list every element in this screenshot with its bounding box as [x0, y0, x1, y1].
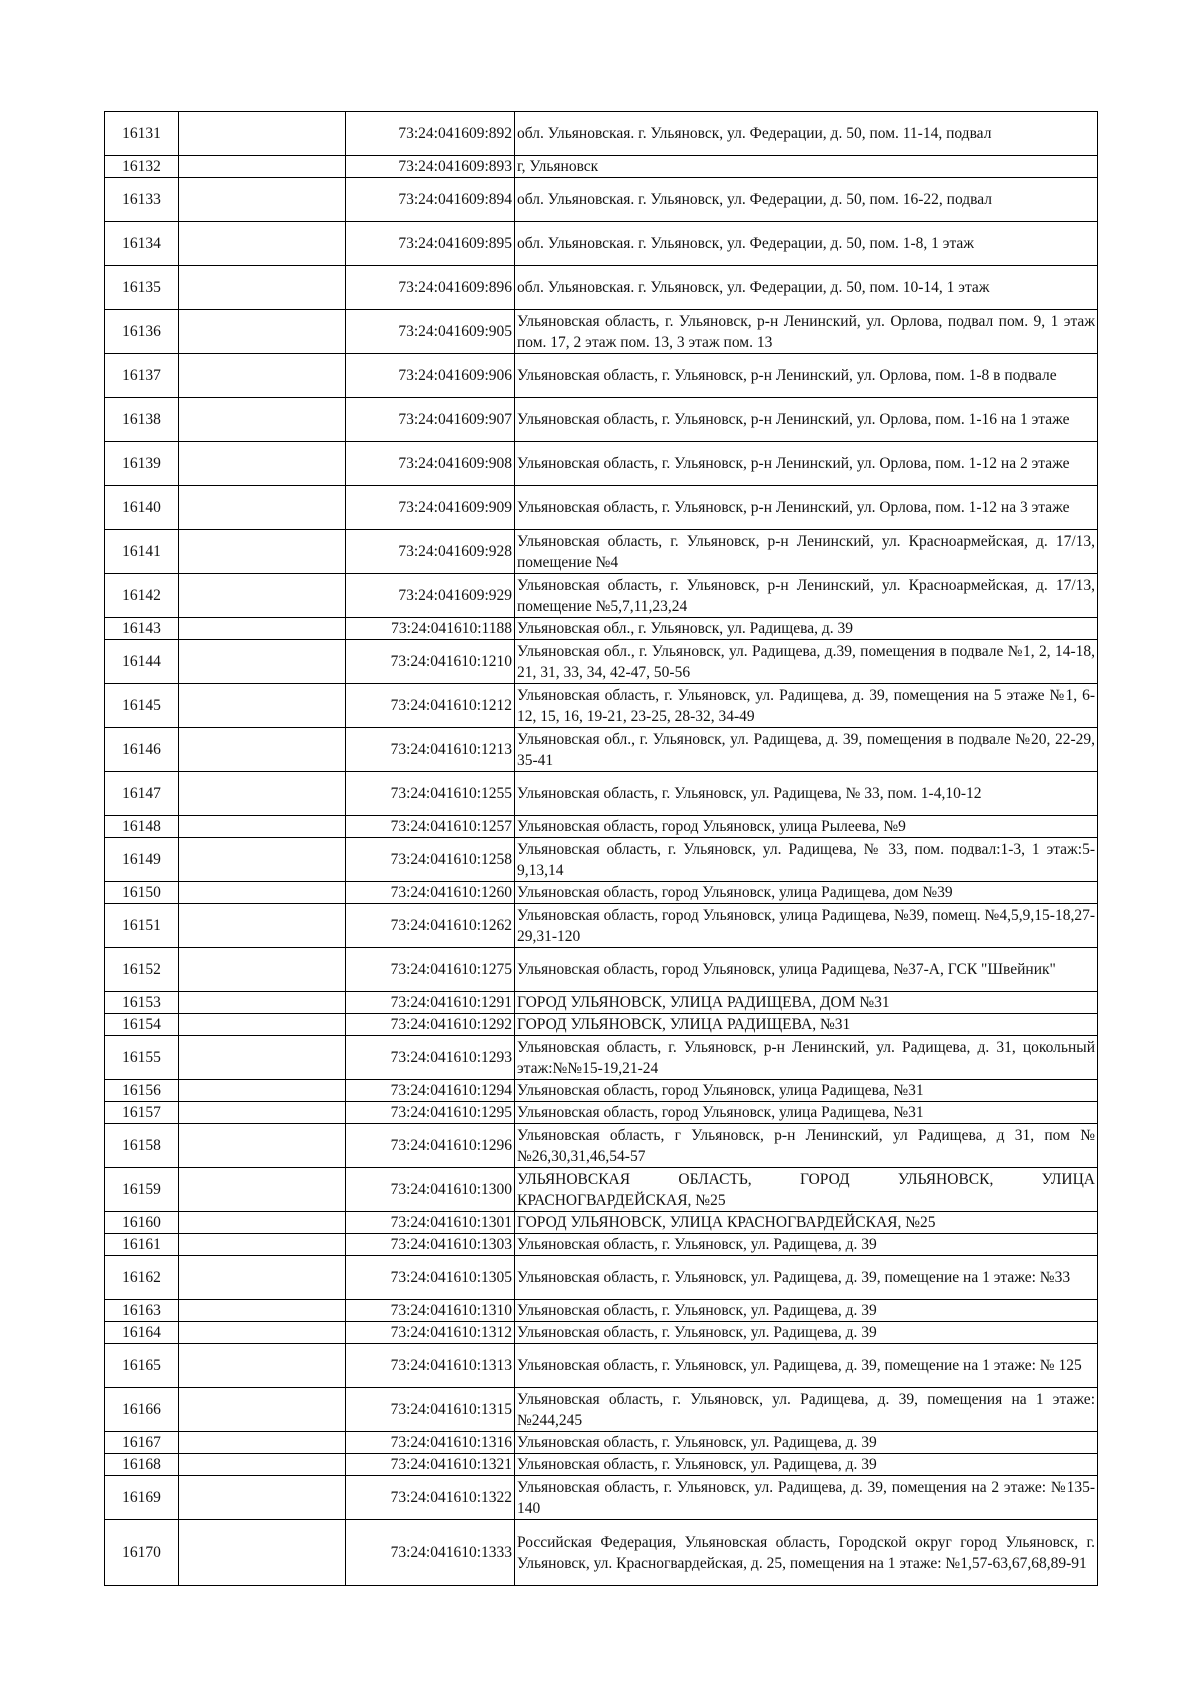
address-cell: Ульяновская область, г. Ульяновск, р-н Ленинский, ул. Орлова, пом. 1-8 в подвале — [515, 354, 1098, 398]
address-cell: ГОРОД УЛЬЯНОВСК, УЛИЦА РАДИЩЕВА, ДОМ №31 — [515, 992, 1098, 1014]
address-cell: Ульяновская область, г. Ульяновск, ул. Радищева, № 33, пом. подвал:1-3, 1 этаж:5-9,13,14 — [515, 838, 1098, 882]
empty-cell — [179, 882, 346, 904]
row-number-cell: 16161 — [105, 1234, 179, 1256]
address-cell: Ульяновская область, г. Ульяновск, ул. Радищева, д. 39 — [515, 1234, 1098, 1256]
row-number-cell: 16170 — [105, 1520, 179, 1586]
table-row — [105, 222, 1098, 266]
table-row — [105, 486, 1098, 530]
empty-cell — [179, 178, 346, 222]
row-number-cell: 16153 — [105, 992, 179, 1014]
empty-cell — [179, 486, 346, 530]
row-number-cell: 16157 — [105, 1102, 179, 1124]
cadastral-number-cell: 73:24:041610:1291 — [346, 992, 515, 1014]
empty-cell — [179, 838, 346, 882]
table-row — [105, 1476, 1098, 1520]
table-row — [105, 1102, 1098, 1124]
row-number-cell: 16149 — [105, 838, 179, 882]
row-number-cell: 16155 — [105, 1036, 179, 1080]
row-number-cell: 16164 — [105, 1322, 179, 1344]
table-row — [105, 1014, 1098, 1036]
address-cell: Ульяновская область, город Ульяновск, улица Рылеева, №9 — [515, 816, 1098, 838]
address-cell: Ульяновская область, город Ульяновск, улица Радищева, №31 — [515, 1102, 1098, 1124]
cadastral-number-cell: 73:24:041609:909 — [346, 486, 515, 530]
cadastral-number-cell: 73:24:041610:1333 — [346, 1520, 515, 1586]
address-cell: Ульяновская область, г. Ульяновск, ул. Радищева, д. 39 — [515, 1322, 1098, 1344]
address-cell: обл. Ульяновская. г. Ульяновск, ул. Федерации, д. 50, пом. 11-14, подвал — [515, 112, 1098, 156]
table-row — [105, 354, 1098, 398]
cadastral-number-cell: 73:24:041610:1315 — [346, 1388, 515, 1432]
row-number-cell: 16162 — [105, 1256, 179, 1300]
cadastral-number-cell: 73:24:041609:906 — [346, 354, 515, 398]
table-row — [105, 442, 1098, 486]
empty-cell — [179, 574, 346, 618]
row-number-cell: 16139 — [105, 442, 179, 486]
table-row — [105, 838, 1098, 882]
cadastral-number-cell: 73:24:041609:928 — [346, 530, 515, 574]
empty-cell — [179, 1300, 346, 1322]
address-cell: Ульяновская область, г. Ульяновск, р-н Ленинский, ул. Орлова, пом. 1-16 на 1 этаже — [515, 398, 1098, 442]
row-number-cell: 16167 — [105, 1432, 179, 1454]
row-number-cell: 16151 — [105, 904, 179, 948]
empty-cell — [179, 1102, 346, 1124]
registry-table — [104, 111, 1098, 1586]
cadastral-number-cell: 73:24:041610:1316 — [346, 1432, 515, 1454]
table-row — [105, 530, 1098, 574]
table-row — [105, 728, 1098, 772]
cadastral-number-cell: 73:24:041609:893 — [346, 156, 515, 178]
cadastral-number-cell: 73:24:041610:1294 — [346, 1080, 515, 1102]
table-row — [105, 1080, 1098, 1102]
empty-cell — [179, 772, 346, 816]
empty-cell — [179, 266, 346, 310]
address-cell: Ульяновская область, город Ульяновск, улица Радищева, №39, помещ. №4,5,9,15-18,27-29,31-120 — [515, 904, 1098, 948]
table-row — [105, 904, 1098, 948]
table-row — [105, 1388, 1098, 1432]
address-cell: Ульяновская область, г. Ульяновск, ул. Радищева, № 33, пом. 1-4,10-12 — [515, 772, 1098, 816]
address-cell: Ульяновская область, г. Ульяновск, р-н Ленинский, ул. Красноармейская, д. 17/13, помещение №4 — [515, 530, 1098, 574]
table-row — [105, 1234, 1098, 1256]
address-cell: Ульяновская область, город Ульяновск, улица Радищева, дом №39 — [515, 882, 1098, 904]
table-row — [105, 1520, 1098, 1586]
cadastral-number-cell: 73:24:041609:929 — [346, 574, 515, 618]
cadastral-number-cell: 73:24:041610:1301 — [346, 1212, 515, 1234]
cadastral-number-cell: 73:24:041610:1295 — [346, 1102, 515, 1124]
cadastral-number-cell: 73:24:041610:1260 — [346, 882, 515, 904]
cadastral-number-cell: 73:24:041609:895 — [346, 222, 515, 266]
row-number-cell: 16146 — [105, 728, 179, 772]
table-row — [105, 640, 1098, 684]
address-cell: обл. Ульяновская. г. Ульяновск, ул. Федерации, д. 50, пом. 10-14, 1 этаж — [515, 266, 1098, 310]
empty-cell — [179, 1124, 346, 1168]
empty-cell — [179, 354, 346, 398]
row-number-cell: 16166 — [105, 1388, 179, 1432]
table-row — [105, 398, 1098, 442]
cadastral-number-cell: 73:24:041609:908 — [346, 442, 515, 486]
table-row — [105, 574, 1098, 618]
cadastral-number-cell: 73:24:041610:1258 — [346, 838, 515, 882]
row-number-cell: 16148 — [105, 816, 179, 838]
empty-cell — [179, 948, 346, 992]
row-number-cell: 16163 — [105, 1300, 179, 1322]
empty-cell — [179, 1036, 346, 1080]
empty-cell — [179, 1476, 346, 1520]
row-number-cell: 16156 — [105, 1080, 179, 1102]
address-cell: Ульяновская обл., г. Ульяновск, ул. Радищева, д.39, помещения в подвале №1, 2, 14-18, 21, 31, 33, 34, 42-47, 50-56 — [515, 640, 1098, 684]
cadastral-number-cell: 73:24:041610:1322 — [346, 1476, 515, 1520]
empty-cell — [179, 992, 346, 1014]
row-number-cell: 16158 — [105, 1124, 179, 1168]
address-cell: Ульяновская обл., г. Ульяновск, ул. Радищева, д. 39 — [515, 618, 1098, 640]
cadastral-number-cell: 73:24:041609:905 — [346, 310, 515, 354]
empty-cell — [179, 1388, 346, 1432]
address-cell: Ульяновская область, г. Ульяновск, ул. Радищева, д. 39 — [515, 1300, 1098, 1322]
row-number-cell: 16143 — [105, 618, 179, 640]
address-cell: Ульяновская область, г. Ульяновск, ул. Радищева, д. 39, помещения на 1 этаже: №244,245 — [515, 1388, 1098, 1432]
address-cell: Российская Федерация, Ульяновская область, Городской округ город Ульяновск, г. Ульяновск, ул. Красногвардейская, д. 25, помещения на 1 этаже: №1,57-63,67,68,89-91 — [515, 1520, 1098, 1586]
table-row — [105, 618, 1098, 640]
table-row — [105, 1300, 1098, 1322]
cadastral-number-cell: 73:24:041610:1213 — [346, 728, 515, 772]
table-row — [105, 112, 1098, 156]
empty-cell — [179, 1234, 346, 1256]
registry-table-body — [105, 112, 1098, 1586]
cadastral-number-cell: 73:24:041610:1262 — [346, 904, 515, 948]
row-number-cell: 16135 — [105, 266, 179, 310]
empty-cell — [179, 1454, 346, 1476]
table-row — [105, 992, 1098, 1014]
table-row — [105, 310, 1098, 354]
address-cell: Ульяновская обл., г. Ульяновск, ул. Радищева, д. 39, помещения в подвале №20, 22-29, 35-41 — [515, 728, 1098, 772]
table-row — [105, 1344, 1098, 1388]
cadastral-number-cell: 73:24:041609:907 — [346, 398, 515, 442]
cadastral-number-cell: 73:24:041610:1310 — [346, 1300, 515, 1322]
table-row — [105, 1124, 1098, 1168]
empty-cell — [179, 1212, 346, 1234]
empty-cell — [179, 112, 346, 156]
table-row — [105, 1212, 1098, 1234]
row-number-cell: 16132 — [105, 156, 179, 178]
empty-cell — [179, 728, 346, 772]
cadastral-number-cell: 73:24:041610:1303 — [346, 1234, 515, 1256]
empty-cell — [179, 816, 346, 838]
table-row — [105, 1454, 1098, 1476]
row-number-cell: 16147 — [105, 772, 179, 816]
address-cell: Ульяновская область, г. Ульяновск, р-н Ленинский, ул. Красноармейская, д. 17/13, помещение №5,7,11,23,24 — [515, 574, 1098, 618]
row-number-cell: 16160 — [105, 1212, 179, 1234]
empty-cell — [179, 222, 346, 266]
address-cell: УЛЬЯНОВСКАЯ ОБЛАСТЬ, ГОРОД УЛЬЯНОВСК, УЛИЦА КРАСНОГВАРДЕЙСКАЯ, №25 — [515, 1168, 1098, 1212]
address-cell: Ульяновская область, г. Ульяновск, р-н Ленинский, ул. Радищева, д. 31, цокольный этаж:№№15-19,21-24 — [515, 1036, 1098, 1080]
empty-cell — [179, 1168, 346, 1212]
table-row — [105, 266, 1098, 310]
empty-cell — [179, 904, 346, 948]
empty-cell — [179, 1520, 346, 1586]
address-cell: Ульяновская область, г. Ульяновск, р-н Ленинский, ул. Орлова, подвал пом. 9, 1 этаж пом. 17, 2 этаж пом. 13, 3 этаж пом. 13 — [515, 310, 1098, 354]
address-cell: Ульяновская область, город Ульяновск, улица Радищева, №31 — [515, 1080, 1098, 1102]
address-cell: обл. Ульяновская. г. Ульяновск, ул. Федерации, д. 50, пом. 1-8, 1 этаж — [515, 222, 1098, 266]
address-cell: Ульяновская область, г. Ульяновск, ул. Радищева, д. 39, помещения на 2 этаже: №135-140 — [515, 1476, 1098, 1520]
table-row — [105, 772, 1098, 816]
address-cell: обл. Ульяновская. г. Ульяновск, ул. Федерации, д. 50, пом. 16-22, подвал — [515, 178, 1098, 222]
row-number-cell: 16138 — [105, 398, 179, 442]
cadastral-number-cell: 73:24:041610:1255 — [346, 772, 515, 816]
table-row — [105, 156, 1098, 178]
address-cell: Ульяновская область, город Ульяновск, улица Радищева, №37-А, ГСК "Швейник" — [515, 948, 1098, 992]
row-number-cell: 16140 — [105, 486, 179, 530]
address-cell: ГОРОД УЛЬЯНОВСК, УЛИЦА КРАСНОГВАРДЕЙСКАЯ, №25 — [515, 1212, 1098, 1234]
row-number-cell: 16136 — [105, 310, 179, 354]
cadastral-number-cell: 73:24:041610:1275 — [346, 948, 515, 992]
empty-cell — [179, 1080, 346, 1102]
empty-cell — [179, 398, 346, 442]
address-cell: Ульяновская область, г. Ульяновск, ул. Радищева, д. 39, помещение на 1 этаже: № 125 — [515, 1344, 1098, 1388]
table-row — [105, 1256, 1098, 1300]
empty-cell — [179, 618, 346, 640]
empty-cell — [179, 1256, 346, 1300]
cadastral-number-cell: 73:24:041610:1296 — [346, 1124, 515, 1168]
empty-cell — [179, 1432, 346, 1454]
cadastral-number-cell: 73:24:041610:1212 — [346, 684, 515, 728]
address-cell: Ульяновская область, г. Ульяновск, ул. Радищева, д. 39, помещение на 1 этаже: №33 — [515, 1256, 1098, 1300]
address-cell: Ульяновская область, г. Ульяновск, ул. Радищева, д. 39 — [515, 1432, 1098, 1454]
cadastral-number-cell: 73:24:041610:1305 — [346, 1256, 515, 1300]
empty-cell — [179, 1322, 346, 1344]
row-number-cell: 16154 — [105, 1014, 179, 1036]
row-number-cell: 16169 — [105, 1476, 179, 1520]
row-number-cell: 16150 — [105, 882, 179, 904]
table-row — [105, 1432, 1098, 1454]
row-number-cell: 16168 — [105, 1454, 179, 1476]
table-row — [105, 1322, 1098, 1344]
address-cell: Ульяновская область, г. Ульяновск, ул. Радищева, д. 39 — [515, 1454, 1098, 1476]
table-row — [105, 816, 1098, 838]
address-cell: Ульяновская область, г. Ульяновск, р-н Ленинский, ул. Орлова, пом. 1-12 на 3 этаже — [515, 486, 1098, 530]
cadastral-number-cell: 73:24:041610:1292 — [346, 1014, 515, 1036]
cadastral-number-cell: 73:24:041609:894 — [346, 178, 515, 222]
table-row — [105, 882, 1098, 904]
address-cell: г, Ульяновск — [515, 156, 1098, 178]
empty-cell — [179, 1344, 346, 1388]
cadastral-number-cell: 73:24:041610:1312 — [346, 1322, 515, 1344]
empty-cell — [179, 442, 346, 486]
row-number-cell: 16131 — [105, 112, 179, 156]
row-number-cell: 16142 — [105, 574, 179, 618]
row-number-cell: 16145 — [105, 684, 179, 728]
table-row — [105, 948, 1098, 992]
cadastral-number-cell: 73:24:041610:1293 — [346, 1036, 515, 1080]
cadastral-number-cell: 73:24:041610:1300 — [346, 1168, 515, 1212]
cadastral-number-cell: 73:24:041610:1188 — [346, 618, 515, 640]
empty-cell — [179, 640, 346, 684]
cadastral-number-cell: 73:24:041609:892 — [346, 112, 515, 156]
row-number-cell: 16137 — [105, 354, 179, 398]
row-number-cell: 16159 — [105, 1168, 179, 1212]
row-number-cell: 16134 — [105, 222, 179, 266]
row-number-cell: 16144 — [105, 640, 179, 684]
address-cell: ГОРОД УЛЬЯНОВСК, УЛИЦА РАДИЩЕВА, №31 — [515, 1014, 1098, 1036]
table-row — [105, 684, 1098, 728]
cadastral-number-cell: 73:24:041609:896 — [346, 266, 515, 310]
empty-cell — [179, 684, 346, 728]
table-row — [105, 1168, 1098, 1212]
table-row — [105, 1036, 1098, 1080]
cadastral-number-cell: 73:24:041610:1321 — [346, 1454, 515, 1476]
cadastral-number-cell: 73:24:041610:1257 — [346, 816, 515, 838]
empty-cell — [179, 530, 346, 574]
row-number-cell: 16133 — [105, 178, 179, 222]
row-number-cell: 16141 — [105, 530, 179, 574]
empty-cell — [179, 156, 346, 178]
row-number-cell: 16165 — [105, 1344, 179, 1388]
address-cell: Ульяновская область, г. Ульяновск, ул. Радищева, д. 39, помещения на 5 этаже №1, 6-12, 15, 16, 19-21, 23-25, 28-32, 34-49 — [515, 684, 1098, 728]
address-cell: Ульяновская область, г. Ульяновск, р-н Ленинский, ул. Орлова, пом. 1-12 на 2 этаже — [515, 442, 1098, 486]
address-cell: Ульяновская область, г Ульяновск, р-н Ленинский, ул Радищева, д 31, пом №№26,30,31,46,54-57 — [515, 1124, 1098, 1168]
table-row — [105, 178, 1098, 222]
empty-cell — [179, 1014, 346, 1036]
empty-cell — [179, 310, 346, 354]
row-number-cell: 16152 — [105, 948, 179, 992]
cadastral-number-cell: 73:24:041610:1313 — [346, 1344, 515, 1388]
cadastral-number-cell: 73:24:041610:1210 — [346, 640, 515, 684]
